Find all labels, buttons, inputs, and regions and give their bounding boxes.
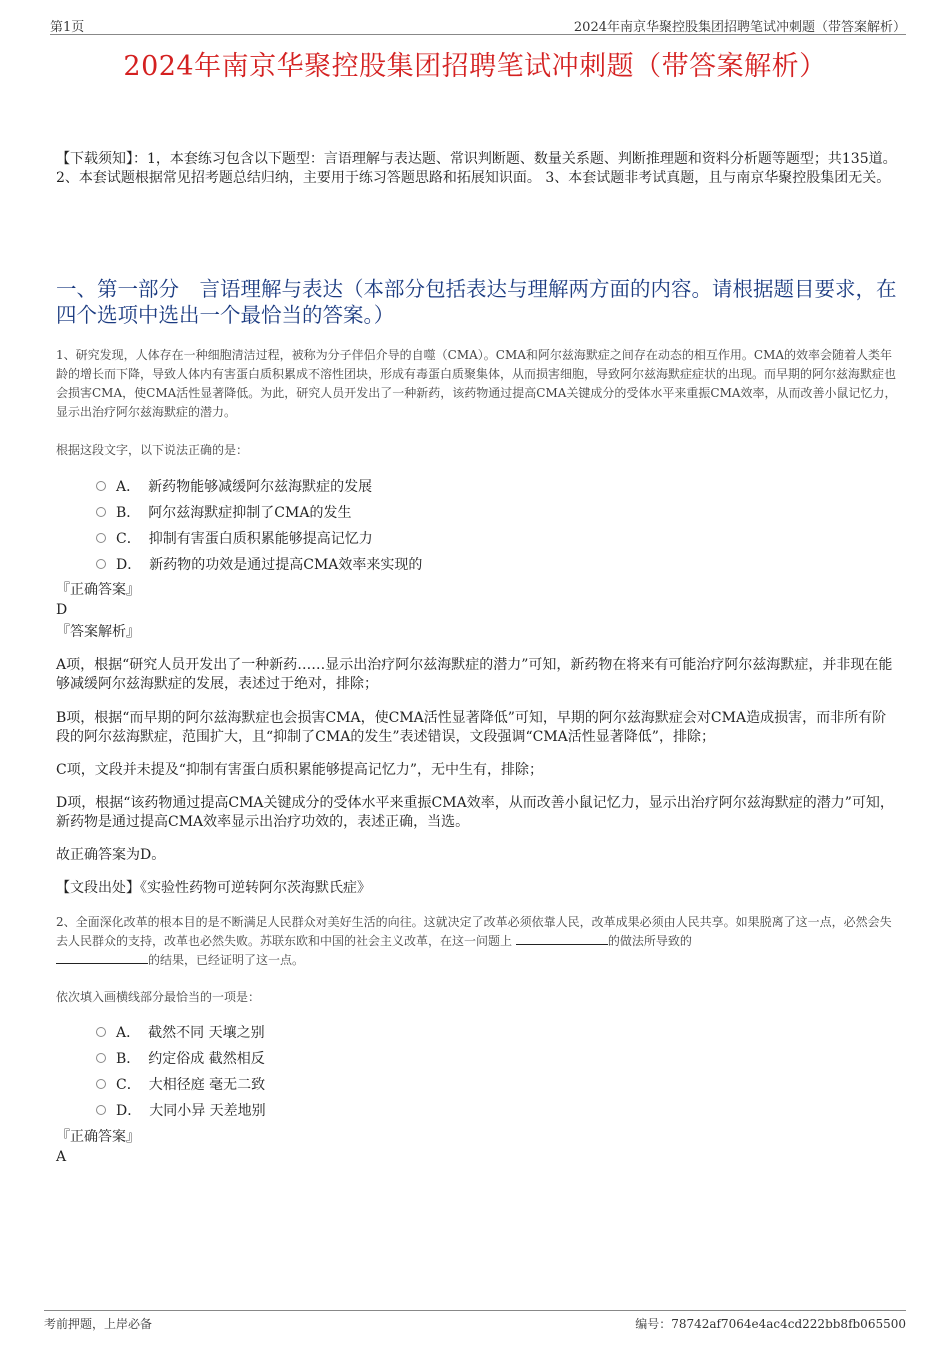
option-text: 大同小异 天差地别: [149, 1103, 266, 1119]
q1-option-c[interactable]: [96, 525, 856, 551]
q1-analysis-d: D项，根据“该药物通过提高CMA关键成分的受体水平来重振CMA效率，从而改善小鼠记忆力，显示出治疗阿尔兹海默症的潜力”可知，新药物是通过提高CMA效率显示出治疗功效的，表述正确，当选。: [56, 795, 894, 830]
q2-option-d[interactable]: [96, 1097, 856, 1123]
option-text: 截然不同 天壤之别: [148, 1025, 265, 1041]
q2-option-c[interactable]: [96, 1071, 856, 1097]
option-letter: B．: [116, 505, 141, 521]
radio-icon[interactable]: [96, 1105, 106, 1115]
option-text: 大相径庭 毫无二致: [148, 1077, 266, 1093]
q2-text: [56, 913, 898, 970]
option-letter: A．: [116, 479, 141, 495]
radio-icon[interactable]: [96, 559, 106, 569]
radio-icon[interactable]: [96, 1053, 106, 1063]
q1-options: [96, 473, 856, 577]
radio-icon[interactable]: [96, 1027, 106, 1037]
fill-blank-2[interactable]: [56, 951, 148, 964]
q2-text-part-a: 2、全面深化改革的根本目的是不断满足人民群众对美好生活的向往。这就决定了改革必须依靠人民，改革成果必须由人民共享。如果脱离了这一点，必然会失去人民群众的支持，改革也必然失败。苏联东欧和中国的社会主义改革，在这一问题上: [56, 915, 892, 948]
q1-conclusion: 故正确答案为D。: [56, 847, 166, 863]
option-letter: A．: [116, 1025, 141, 1041]
q1-analysis-c: C项，文段并未提及“抑制有害蛋白质积累能够提高记忆力”，无中生有，排除；: [56, 762, 544, 778]
option-text: 新药物的功效是通过提高CMA效率来实现的: [149, 557, 423, 573]
q1-prompt: 根据这段文字，以下说法正确的是：: [56, 443, 249, 457]
fill-blank-1[interactable]: [516, 932, 608, 945]
download-notice: 【下载须知】：1，本套练习包含以下题型：言语理解与表达题、常识判断题、数量关系题、判断推理题和资料分析题等题型；共135道。 2、本套试题根据常见招考题总结归纳，主要用于练习答题思路和拓展知识面。 3、本套试题非考试真题，且与南京华聚控股集团无关。: [56, 151, 897, 186]
q1-analysis-b: B项，根据“而早期的阿尔兹海默症也会损害CMA，使CMA活性显著降低”可知，早期的阿尔兹海默症会对CMA造成损害，而非所有阶段的阿尔兹海默症，范围扩大，且“抑制了CMA的发生”表述错误，文段强调“CMA活性显著降低”，排除；: [56, 710, 887, 745]
q2-answer-label: 『正确答案』: [56, 1129, 140, 1145]
footer-serial: 编号：78742af7064e4ac4cd222bb8fb065500: [635, 1317, 906, 1331]
header-doc-title: 2024年南京华聚控股集团招聘笔试冲刺题（带答案解析）: [573, 20, 906, 35]
option-letter: D．: [116, 557, 142, 573]
q1-answer-label: 『正确答案』: [56, 582, 140, 598]
q1-option-d[interactable]: [96, 551, 856, 577]
option-letter: B．: [116, 1051, 141, 1067]
q2-prompt: 依次填入画横线部分最恰当的一项是：: [56, 990, 261, 1004]
q1-analysis-label: 『答案解析』: [56, 624, 140, 640]
radio-icon[interactable]: [96, 533, 106, 543]
q1-source: 【文段出处】《实验性药物可逆转阿尔茨海默氏症》: [56, 880, 371, 896]
q2-options: [96, 1019, 856, 1123]
section-title: 一、第一部分 言语理解与表达（本部分包括表达与理解两方面的内容。请根据题目要求，在四个选项中选出一个最恰当的答案。）: [56, 277, 897, 327]
page-title: 2024年南京华聚控股集团招聘笔试冲刺题（带答案解析）: [123, 51, 827, 82]
page-footer: [44, 1310, 906, 1331]
option-letter: C．: [116, 531, 141, 547]
q2-text-part-b: 的做法所导致的: [607, 934, 692, 948]
q1-analysis-a: A项，根据“研究人员开发出了一种新药……显示出治疗阿尔兹海默症的潜力”可知，新药物在将来有可能治疗阿尔兹海默症，并非现在能够减缓阿尔兹海默症的发展，表述过于绝对，排除；: [56, 657, 893, 692]
option-letter: C．: [116, 1077, 141, 1093]
q2-option-b[interactable]: [96, 1045, 856, 1071]
option-text: 新药物能够减缓阿尔兹海默症的发展: [148, 479, 373, 495]
footer-slogan: 考前押题，上岸必备: [44, 1317, 153, 1331]
q1-text: 1、研究发现，人体存在一种细胞清洁过程，被称为分子伴侣介导的自噬（CMA）。CMA和阿尔兹海默症之间存在动态的相互作用。CMA的效率会随着人类年龄的增长而下降，导致人体内有害蛋白质积累成不溶性团块，形成有毒蛋白质聚集体，从而损害细胞，导致阿尔兹海默症症状的出现。而早期的阿尔兹海默症也会损害CMA，使CMA活性显著降低。为此，研究人员开发出了一种新药，该药物通过提高CMA关键成分的受体水平来重振CMA效率，从而改善小鼠记忆力，显示出治疗阿尔兹海默症的潜力。: [56, 348, 897, 419]
radio-icon[interactable]: [96, 507, 106, 517]
option-letter: D．: [116, 1103, 142, 1119]
q2-option-a[interactable]: [96, 1019, 856, 1045]
option-text: 抑制有害蛋白质积累能够提高记忆力: [148, 531, 373, 547]
radio-icon[interactable]: [96, 481, 106, 491]
q2-answer: A: [56, 1149, 67, 1165]
page-number: 第1页: [50, 20, 85, 35]
option-text: 约定俗成 截然相反: [148, 1051, 265, 1067]
radio-icon[interactable]: [96, 1079, 106, 1089]
q1-option-b[interactable]: [96, 499, 856, 525]
option-text: 阿尔兹海默症抑制了CMA的发生: [148, 505, 352, 521]
q1-answer: D: [56, 602, 68, 618]
q2-text-part-c: 的结果，已经证明了这一点。: [148, 953, 305, 967]
q1-option-a[interactable]: [96, 473, 856, 499]
page-header: [50, 14, 906, 35]
